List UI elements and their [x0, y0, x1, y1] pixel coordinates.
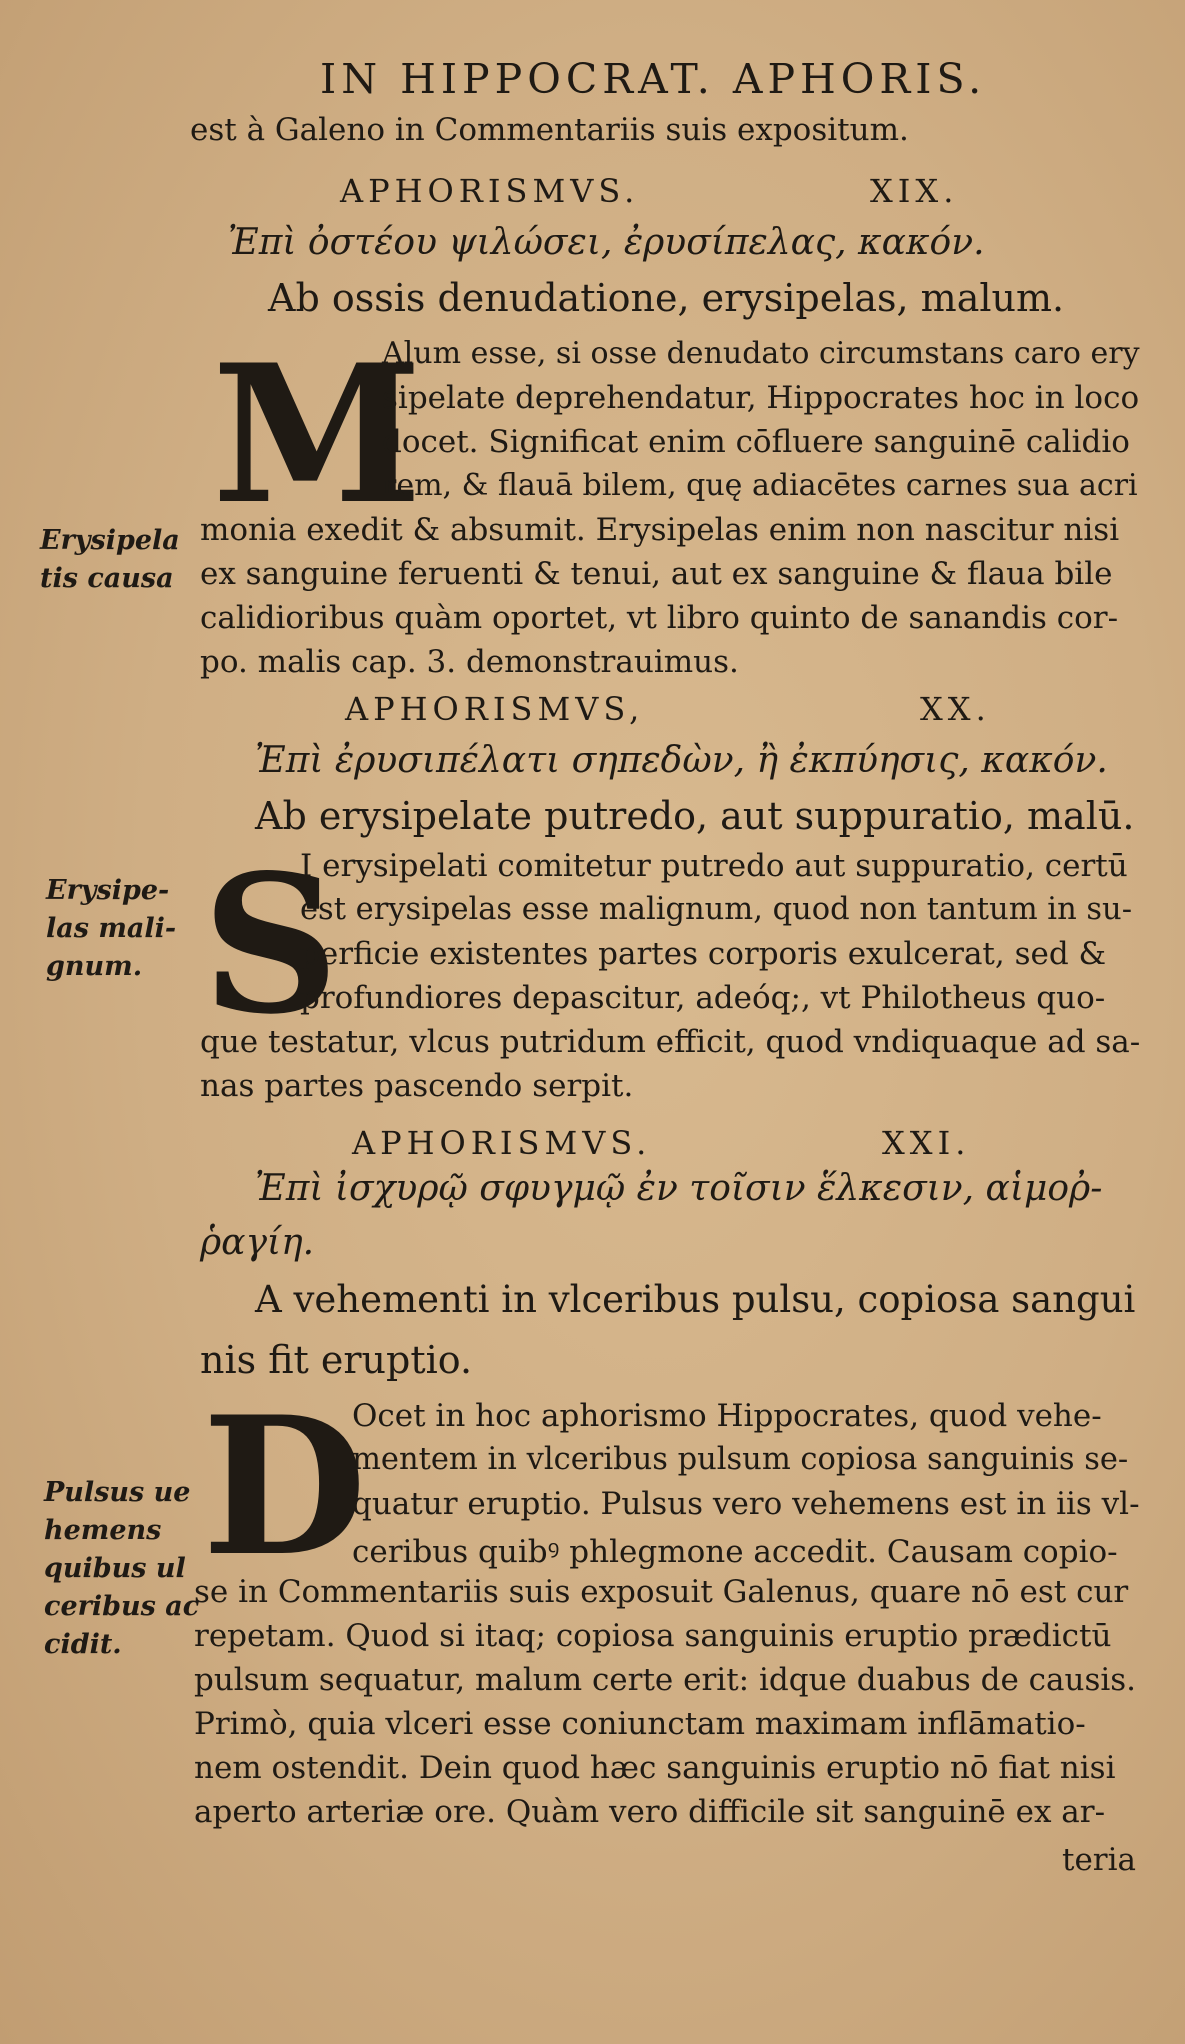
aphorism-21-initial: D: [202, 1375, 367, 1598]
aphorism-19-title: APHORISMVS.: [340, 172, 640, 210]
aphorism-21-heading: [352, 1124, 971, 1162]
aphorism-21-line-7: pulsum sequatur, malum certe erit: idque duabus de causis.: [194, 1662, 1137, 1698]
aphorism-19-latin: Ab ossis denudatione, erysipelas, malum.: [268, 276, 1065, 320]
aphorism-19-number: XIX.: [870, 172, 959, 210]
aphorism-20-line-6: nas partes pascendo serpit.: [200, 1068, 634, 1104]
aphorism-21-line-9: nem ostendit. Dein quod hæc sanguinis eruptio nō fiat nisi: [194, 1750, 1116, 1786]
aphorism-19-greek: Ἐπὶ ὀστέου ψιλώσει, ἐρυσίπελας, κακόν.: [228, 222, 985, 263]
aphorism-19-line-3: docet. Significat enim cōfluere sanguinē calidio: [382, 424, 1130, 460]
aphorism-19-line-4: rem, & flauā bilem, quę adiacētes carnes sua acri: [382, 468, 1138, 503]
aphorism-21-line-2: mentem in vlceribus pulsum copiosa sanguinis se-: [352, 1442, 1129, 1477]
aphorism-21-greek-1: Ἐπὶ ἰσχυρῷ σφυγμῷ ἐν τοῖσιν ἕλκεσιν, αἱμοῤ-: [255, 1168, 1103, 1209]
aphorism-20-title: APHORISMVS,: [345, 690, 645, 728]
aphorism-20-line-5: que testatur, vlcus putridum efficit, quod vndiquaque ad sa-: [200, 1024, 1141, 1060]
aphorism-20-heading: [345, 690, 991, 728]
aphorism-20-greek: Ἐπὶ ἐρυσιπέλατι σηπεδὼν, ἢ ἐκπύησις, κακόν.: [255, 740, 1108, 781]
aphorism-21-line-4: ceribus quibꝰ phlegmone accedit. Causam copio-: [352, 1534, 1118, 1570]
aphorism-19-margin-note: Erysipela tis causa: [40, 525, 180, 594]
aphorism-21-line-5: se in Commentariis suis exposuit Galenus, quare nō est cur: [194, 1574, 1129, 1610]
catchword: teria: [1062, 1842, 1137, 1878]
aphorism-19-line-5: monia exedit & absumit. Erysipelas enim non nascitur nisi: [200, 512, 1120, 548]
aphorism-21-line-6: repetam. Quod si itaq; copiosa sanguinis eruptio prædictū: [194, 1618, 1112, 1654]
aphorism-20-line-1: I erysipelati comitetur putredo aut suppuratio, certū: [300, 848, 1128, 884]
aphorism-21-line-10: aperto arteriæ ore. Quàm vero difficile sit sanguinē ex ar-: [194, 1794, 1106, 1830]
aphorism-21-latin-2: nis fit eruptio.: [200, 1338, 473, 1382]
aphorism-19-line-7: calidioribus quàm oportet, vt libro quinto de sanandis cor-: [200, 600, 1119, 636]
aphorism-21-number: XXI.: [882, 1124, 971, 1162]
aphorism-19-initial: M: [212, 323, 423, 546]
aphorism-20-line-3: perficie existentes partes corporis exulcerat, sed &: [300, 936, 1107, 972]
aphorism-21-title: APHORISMVS.: [352, 1124, 652, 1162]
aphorism-20-latin: Ab erysipelate putredo, aut suppuratio, malū.: [255, 794, 1135, 838]
aphorism-19-line-6: ex sanguine feruenti & tenui, aut ex sanguine & flaua bile: [200, 556, 1113, 592]
aphorism-21-latin-1: A vehementi in vlceribus pulsu, copiosa sangui: [255, 1278, 1136, 1321]
aphorism-20-line-4: profundiores depascitur, adeóq;, vt Philotheus quo-: [300, 980, 1106, 1016]
aphorism-19-heading: [340, 172, 959, 210]
aphorism-21-line-3: quatur eruptio. Pulsus vero vehemens est in iis vl-: [352, 1486, 1140, 1522]
running-head: IN HIPPOCRAT. APHORIS.: [320, 55, 987, 103]
aphorism-20-initial: S: [202, 833, 340, 1056]
aphorism-20-line-2: est erysipelas esse malignum, quod non tantum in su-: [300, 892, 1133, 927]
aphorism-20-margin-note: Erysipe- las mali- gnum.: [46, 875, 177, 982]
aphorism-19-line-8: po. malis cap. 3. demonstrauimus.: [200, 644, 739, 680]
aphorism-21-greek-2: ῥαγίη.: [200, 1222, 315, 1263]
aphorism-21-line-1: Ocet in hoc aphorismo Hippocrates, quod vehe-: [352, 1398, 1102, 1434]
intro-line: est à Galeno in Commentariis suis expositum.: [190, 112, 909, 148]
aphorism-20-number: XX.: [920, 690, 991, 728]
aphorism-19-line-1: Alum esse, si osse denudato circumstans caro ery: [382, 336, 1140, 371]
aphorism-21-margin-note: Pulsus ue hemens quibus ul ceribus ac cidit.: [44, 1477, 200, 1660]
aphorism-19-line-2: sipelate deprehendatur, Hippocrates hoc in loco: [382, 380, 1140, 416]
aphorism-21-line-8: Primò, quia vlceri esse coniunctam maximam inflāmatio-: [194, 1706, 1086, 1742]
